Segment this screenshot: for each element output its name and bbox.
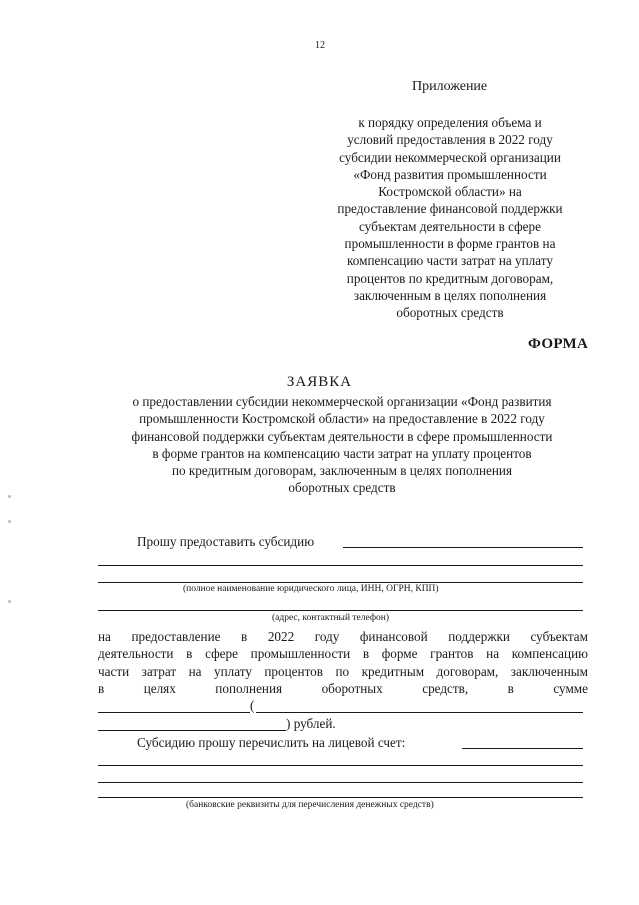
bank-details-line-3[interactable] [98, 797, 583, 798]
amount-words-line-2[interactable] [98, 730, 286, 731]
annex-line: промышленности в форме грантов на [344, 236, 556, 252]
annex-line: субъектам деятельности в сфере [359, 218, 541, 234]
application-line: по кредитным договорам, заключенным в целях пополнения [171, 463, 513, 479]
annex-line: заключенным в целях пополнения [353, 287, 547, 303]
amount-words-line[interactable] [256, 712, 583, 713]
bank-details-line-2[interactable] [98, 782, 583, 783]
scan-artifact [8, 495, 11, 498]
application-title: ЗАЯВКА [286, 374, 353, 390]
purpose-line: на предоставление в 2022 году финансовой поддержки субъектам [98, 629, 588, 644]
annex-line: «Фонд развития промышленности [353, 166, 547, 182]
paren-open: ( [250, 698, 255, 713]
rubles-text: ) рублей. [286, 716, 336, 731]
caption-bank: (банковские реквизиты для перечисления денежных средств) [186, 800, 434, 810]
caption-org: (полное наименование юридического лица, ИНН, ОГРН, КПП) [183, 584, 439, 594]
annex-line: оборотных средств [396, 305, 504, 321]
annex-description [318, 114, 582, 322]
application-subtitle [96, 393, 588, 497]
scan-artifact [8, 600, 11, 603]
annex-line: субсидии некоммерческой организации [339, 149, 561, 165]
scan-artifact [8, 520, 11, 523]
address-line[interactable] [98, 610, 583, 611]
org-name-line-2[interactable] [98, 582, 583, 583]
caption-address: (адрес, контактный телефон) [272, 613, 389, 623]
bank-details-line[interactable] [98, 765, 583, 766]
annex-line: компенсацию части затрат на уплату [347, 253, 553, 269]
account-input-line[interactable] [462, 748, 583, 749]
amount-digits-line[interactable] [98, 712, 250, 713]
annex-line: Костромской области» на [378, 184, 522, 200]
application-line: оборотных средств [288, 480, 396, 496]
application-line: о предоставлении субсидии некоммерческой организации «Фонд развития [132, 394, 552, 409]
application-line: финансовой поддержки субъектам деятельности в сфере промышленности [131, 428, 553, 444]
annex-line: предоставление финансовой поддержки [337, 201, 563, 217]
purpose-paragraph [98, 628, 588, 697]
page-number: 12 [315, 40, 325, 51]
application-line: в форме грантов на компенсацию части затрат на уплату процентов [152, 445, 532, 461]
application-line: промышленности Костромской области» на предоставление в 2022 году [139, 411, 545, 427]
annex-line: условий предоставления в 2022 году [347, 132, 553, 148]
annex-line: к порядку определения объема и [358, 115, 542, 130]
form-mark: ФОРМА [528, 336, 589, 352]
request-text: Прошу предоставить субсидию [137, 534, 315, 549]
annex-title: Приложение [412, 79, 488, 94]
annex-line: процентов по кредитным договорам, [346, 270, 554, 286]
purpose-line: части затрат на уплату процентов по кредитным договорам, заключенным [98, 663, 588, 679]
account-text: Субсидию прошу перечислить на лицевой счет: [137, 735, 406, 750]
purpose-line: деятельности в сфере промышленности в форме грантов на компенсацию [98, 646, 588, 662]
org-name-line[interactable] [98, 565, 583, 566]
purpose-line: в целях пополнения оборотных средств, в сумме [98, 680, 588, 696]
subsidy-input-line[interactable] [343, 547, 583, 548]
